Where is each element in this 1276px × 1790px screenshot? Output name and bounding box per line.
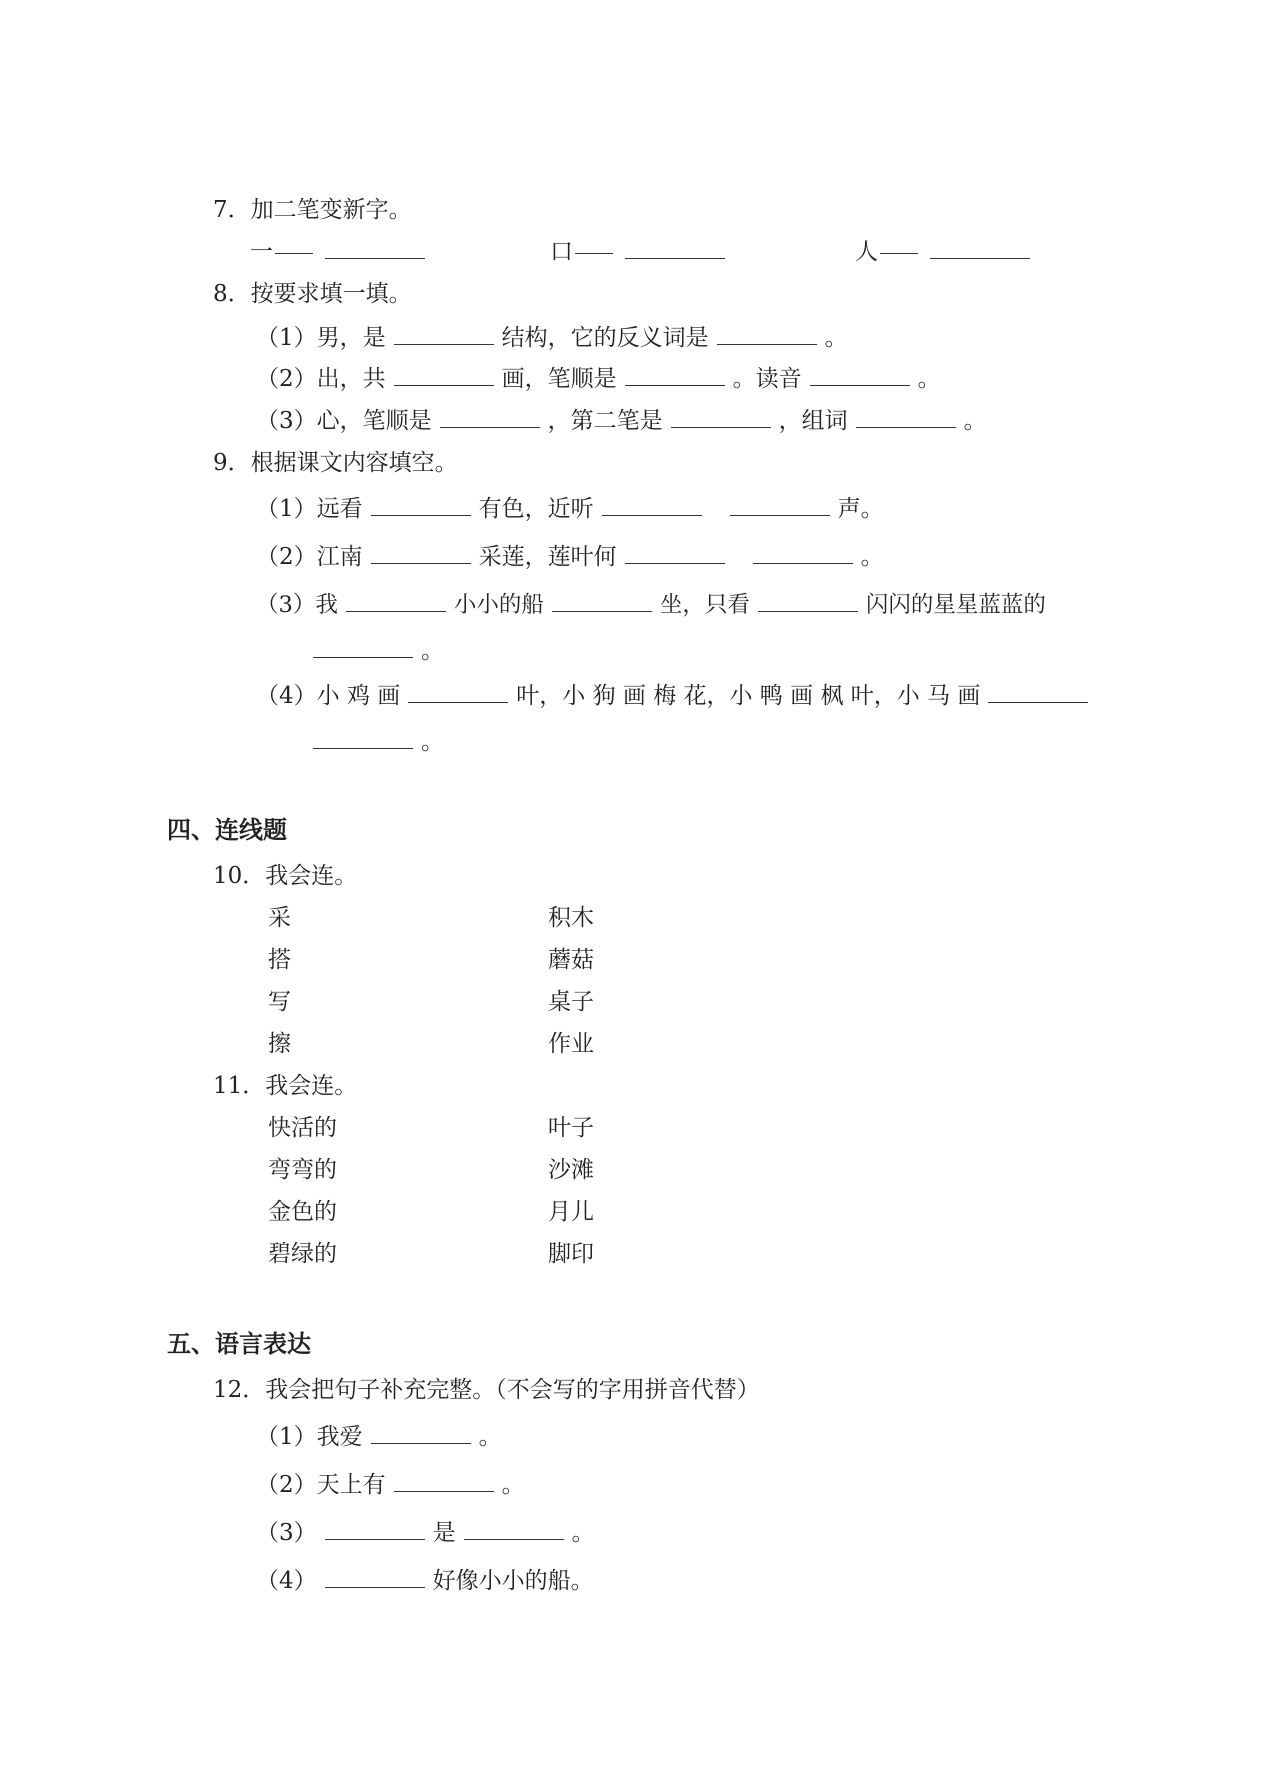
dash-line [880,253,918,254]
sub-text: 小小的船 [453,592,544,618]
section-heading-expression: 五、语言表达 [167,1330,311,1358]
answer-blank[interactable] [602,493,702,516]
answer-blank[interactable] [325,236,425,259]
sub-text: 远看 [316,496,363,522]
q7-title: 7．加二笔变新字。 [213,197,412,223]
sub-end: 。 [478,1424,502,1450]
sub-text: 小 鸡 画 [316,683,401,709]
answer-blank[interactable] [408,680,508,703]
sub-number: （1） [256,325,317,351]
q10-left-2[interactable]: 搭 [268,947,291,973]
q11-left-3[interactable]: 金色的 [268,1199,337,1225]
q10-right-1[interactable]: 积木 [548,905,594,931]
answer-blank[interactable] [464,1517,564,1540]
sub-end: 。 [501,1472,525,1498]
q8-title: 8．按要求填一填。 [213,281,412,307]
answer-blank[interactable] [371,541,471,564]
answer-blank[interactable] [394,322,494,345]
sub-text: 男，是 [316,325,386,351]
q11-right-4[interactable]: 脚印 [548,1241,594,1267]
answer-blank[interactable] [625,363,725,386]
sub-text: 江南 [316,544,363,570]
q11-left-1[interactable]: 快活的 [268,1115,337,1141]
q7-item-2 [550,236,733,268]
q9-sub-4-cont [313,726,444,758]
answer-blank[interactable] [394,363,494,386]
sub-end: 。 [824,325,848,351]
answer-blank[interactable] [371,1421,471,1444]
answer-blank[interactable] [717,322,817,345]
answer-blank[interactable] [625,541,725,564]
sub-number: （4） [256,683,317,709]
sub-number: （3） [256,408,317,434]
q10-left-1[interactable]: 采 [268,905,291,931]
sub-number: （3） [256,592,316,618]
answer-blank[interactable] [988,680,1088,703]
sub-end: 。 [963,408,987,434]
q9-sub-2 [256,541,884,573]
answer-blank[interactable] [730,493,830,516]
answer-blank[interactable] [552,589,652,612]
answer-blank[interactable] [753,541,853,564]
dash-line [575,253,613,254]
q11-left-4[interactable]: 碧绿的 [268,1241,337,1267]
q12-title: 12．我会把句子补充完整。（不会写的字用拼音代替） [213,1377,760,1403]
q10-left-3[interactable]: 写 [268,989,291,1015]
sub-number: （4） [256,1568,317,1594]
sub-end: 。 [571,1520,595,1546]
sub-end: 。 [860,544,884,570]
sub-end: 声。 [837,496,884,522]
q11-right-2[interactable]: 沙滩 [548,1157,594,1183]
q12-sub-4 [256,1565,594,1597]
sub-text: 。读音 [732,366,802,392]
sub-end: 。 [421,729,444,755]
q8-sub-1 [256,322,848,354]
q8-sub-2 [256,363,941,395]
sub-text: 天上有 [316,1472,386,1498]
sub-text: 采莲，莲叶何 [478,544,617,570]
sub-number: （2） [256,544,317,570]
sub-text: 我 [315,592,338,618]
sub-text: 出，共 [316,366,386,392]
sub-text: 画，笔顺是 [501,366,617,392]
sub-number: （3） [256,1520,317,1546]
answer-blank[interactable] [671,405,771,428]
sub-number: （2） [256,366,317,392]
sub-end: 。 [917,366,941,392]
q7-char-2: 口 [550,239,573,265]
sub-text: 是 [432,1520,456,1546]
answer-blank[interactable] [313,635,413,658]
answer-blank[interactable] [758,589,858,612]
answer-blank[interactable] [930,236,1030,259]
q9-sub-4 [256,680,1096,712]
sub-number: （1） [256,496,317,522]
q7-char-1: 一 [250,239,273,265]
q10-right-3[interactable]: 桌子 [548,989,594,1015]
sub-text: ，第二笔是 [547,408,663,434]
sub-text: 闪闪的星星蓝蓝的 [865,592,1046,618]
q9-sub-3-cont [313,635,444,667]
dash-line [275,253,313,254]
q8-sub-3 [256,405,987,437]
sub-number: （1） [256,1424,317,1450]
q11-right-1[interactable]: 叶子 [548,1115,594,1141]
q12-sub-1 [256,1421,502,1453]
sub-text: 叶，小 狗 画 梅 花，小 鸭 画 枫 叶，小 马 画 [516,683,981,709]
q12-sub-3 [256,1517,595,1549]
answer-blank[interactable] [625,236,725,259]
sub-text: 心，笔顺是 [316,408,432,434]
answer-blank[interactable] [346,589,446,612]
sub-text: 坐，只看 [659,592,750,618]
q7-item-3 [855,236,1038,268]
sub-text: 结构，它的反义词是 [501,325,709,351]
q10-right-4[interactable]: 作业 [548,1031,594,1057]
sub-text: ，组词 [778,408,848,434]
q9-sub-1 [256,493,884,525]
answer-blank[interactable] [440,405,540,428]
q7-item-1 [250,236,433,268]
answer-blank[interactable] [810,363,910,386]
sub-text: 我爱 [316,1424,363,1450]
q11-right-3[interactable]: 月儿 [548,1199,594,1225]
q10-title: 10．我会连。 [213,863,358,889]
answer-blank[interactable] [856,405,956,428]
sub-end: 好像小小的船。 [432,1568,594,1594]
sub-end: 。 [421,638,444,664]
sub-number: （2） [256,1472,317,1498]
answer-blank[interactable] [371,493,471,516]
q9-sub-3 [256,589,1046,621]
q11-title: 11．我会连。 [213,1073,358,1099]
answer-blank[interactable] [325,1565,425,1588]
section-heading-matching: 四、连线题 [167,816,287,844]
sub-text: 有色，近听 [478,496,594,522]
answer-blank[interactable] [394,1469,494,1492]
q12-sub-2 [256,1469,525,1501]
q7-char-3: 人 [855,239,878,265]
q11-left-2[interactable]: 弯弯的 [268,1157,337,1183]
q9-title: 9．根据课文内容填空。 [213,450,458,476]
answer-blank[interactable] [325,1517,425,1540]
answer-blank[interactable] [313,726,413,749]
q10-right-2[interactable]: 蘑菇 [548,947,594,973]
q10-left-4[interactable]: 擦 [268,1031,291,1057]
